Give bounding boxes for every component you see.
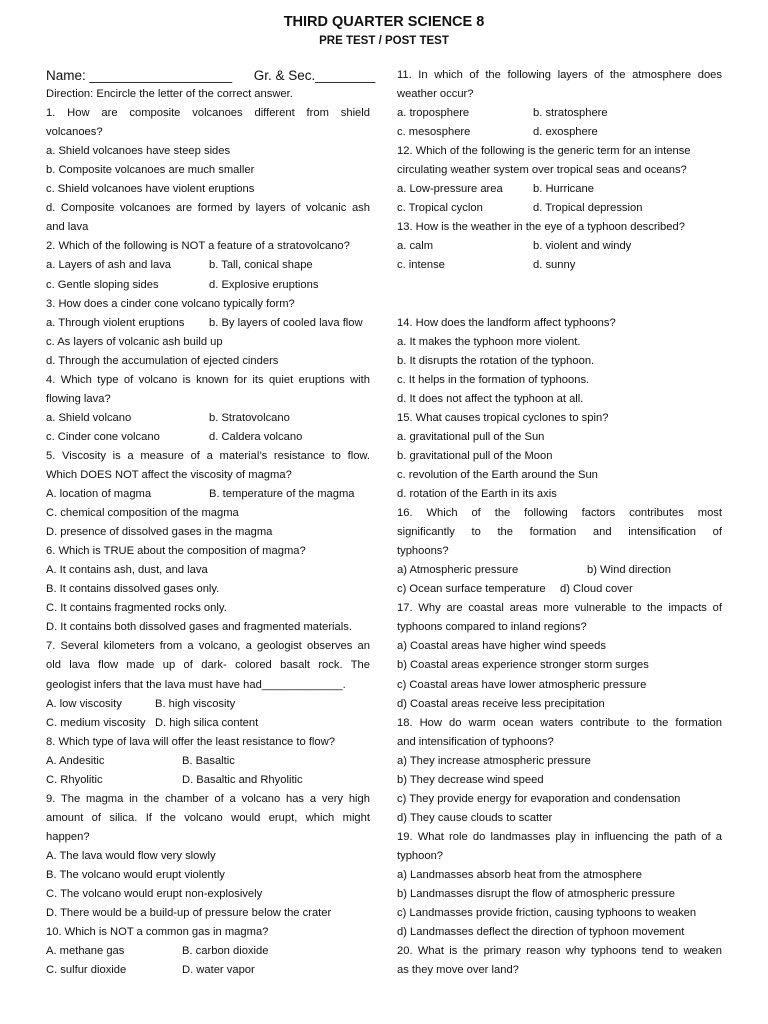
- direction-text: Direction: Encircle the letter of the correct answer.: [46, 88, 293, 101]
- option-row: [46, 409, 370, 428]
- answer-option[interactable]: D. It contains both dissolved gases and fragmented materials.: [46, 621, 352, 634]
- answer-option[interactable]: C. It contains fragmented rocks only.: [46, 602, 227, 615]
- answer-option[interactable]: d) Landmasses deflect the direction of typhoon movement: [397, 926, 685, 939]
- answer-option[interactable]: A. The lava would flow very slowly: [46, 849, 216, 862]
- answer-option[interactable]: d. Explosive eruptions: [209, 278, 319, 291]
- answer-option[interactable]: c. It helps in the formation of typhoons.: [397, 373, 590, 386]
- question-text: 3. How does a cinder cone volcano typically form?: [46, 297, 295, 310]
- question-text: 12. Which of the following is the generic term for an intense: [397, 145, 691, 158]
- answer-option[interactable]: d. exosphere: [533, 126, 598, 139]
- answer-option[interactable]: d. Caldera volcano: [209, 430, 303, 443]
- question-text: typhoons compared to inland regions?: [397, 621, 587, 634]
- answer-option[interactable]: b) Landmasses disrupt the flow of atmospheric pressure: [397, 888, 675, 901]
- question-text: 9. The magma in the chamber of a volcano has a very high: [46, 792, 370, 805]
- answer-option[interactable]: d. It does not affect the typhoon at all.: [397, 392, 584, 405]
- question-text: 19. What role do landmasses play in influencing the path of a: [397, 830, 722, 843]
- question-text: old lava flow made up of dark- colored basalt rock. The: [46, 659, 370, 672]
- option-row: [46, 771, 370, 790]
- answer-option[interactable]: d. Tropical depression: [533, 202, 643, 215]
- answer-option[interactable]: D. There would be a build-up of pressure below the crater: [46, 907, 332, 920]
- grade-section-field[interactable]: Gr. & Sec.________: [253, 68, 376, 83]
- option-row: [46, 942, 370, 961]
- answer-option[interactable]: d) Coastal areas receive less precipitation: [397, 697, 605, 710]
- answer-option[interactable]: b. Stratovolcano: [209, 411, 290, 424]
- answer-option[interactable]: d. Composite volcanoes are formed by layers of volcanic ash: [46, 202, 370, 215]
- answer-option[interactable]: a. Shield volcano: [46, 411, 132, 424]
- answer-option[interactable]: C. medium viscosity: [46, 716, 146, 729]
- answer-option[interactable]: d. rotation of the Earth in its axis: [397, 488, 557, 501]
- answer-option[interactable]: a) Coastal areas have higher wind speeds: [397, 640, 606, 653]
- answer-option[interactable]: c. Tropical cyclon: [397, 202, 483, 215]
- option-row: [46, 428, 370, 447]
- page-title: THIRD QUARTER SCIENCE 8: [283, 14, 485, 30]
- answer-option[interactable]: a. gravitational pull of the Sun: [397, 430, 545, 443]
- answer-option[interactable]: a. Through violent eruptions: [46, 316, 185, 329]
- answer-option[interactable]: d. Through the accumulation of ejected cinders: [46, 354, 279, 367]
- option-row: [46, 276, 370, 295]
- answer-option[interactable]: a. It makes the typhoon more violent.: [397, 335, 581, 348]
- question-text: and intensification of typhoons?: [397, 735, 554, 748]
- answer-option[interactable]: c) Ocean surface temperature: [397, 583, 546, 596]
- question-text: 1. How are composite volcanoes different from shield: [46, 107, 370, 120]
- question-text: geologist infers that the lava must have had_____________.: [46, 678, 346, 691]
- answer-option[interactable]: D. water vapor: [182, 964, 255, 977]
- question-text: 8. Which type of lava will offer the least resistance to flow?: [46, 735, 335, 748]
- question-text: typhoons?: [397, 545, 449, 558]
- question-text: as they move over land?: [397, 964, 519, 977]
- option-row: [397, 256, 722, 275]
- answer-option[interactable]: c) Coastal areas have lower atmospheric pressure: [397, 678, 647, 691]
- answer-option[interactable]: A. Andesitic: [46, 754, 105, 767]
- question-text: circulating weather system over tropical seas and oceans?: [397, 164, 687, 177]
- answer-option[interactable]: A. It contains ash, dust, and lava: [46, 564, 208, 577]
- answer-option[interactable]: b) They decrease wind speed: [397, 773, 544, 786]
- question-text: volcanoes?: [46, 126, 103, 139]
- right-column: [397, 66, 722, 980]
- answer-option[interactable]: b. gravitational pull of the Moon: [397, 449, 553, 462]
- question-text: 11. In which of the following layers of the atmosphere does: [397, 69, 722, 81]
- question-text: amount of silica. If the volcano would erupt, which might: [46, 811, 370, 824]
- left-column: [46, 66, 376, 980]
- question-text: typhoon?: [397, 849, 444, 862]
- answer-option[interactable]: b. It disrupts the rotation of the typhoon.: [397, 354, 595, 367]
- option-row: [46, 714, 370, 733]
- answer-option[interactable]: and lava: [46, 221, 89, 234]
- option-row: [46, 256, 370, 275]
- answer-option[interactable]: a. Low-pressure area: [397, 183, 503, 196]
- page-subtitle: PRE TEST / POST TEST: [319, 35, 449, 47]
- answer-option[interactable]: d. sunny: [533, 259, 576, 272]
- question-text: 6. Which is TRUE about the composition of magma?: [46, 545, 306, 558]
- question-text: significantly to the formation and intensification of: [397, 526, 722, 539]
- answer-option[interactable]: a. Shield volcanoes have steep sides: [46, 145, 231, 158]
- question-text: 4. Which type of volcano is known for its quiet eruptions with: [46, 373, 370, 386]
- answer-option[interactable]: B. carbon dioxide: [182, 945, 269, 958]
- option-row: [397, 199, 722, 218]
- question-text: 13. How is the weather in the eye of a typhoon described?: [397, 221, 685, 234]
- answer-option[interactable]: a. Layers of ash and lava: [46, 259, 172, 272]
- answer-option[interactable]: D. presence of dissolved gases in the magma: [46, 526, 273, 539]
- question-text: 10. Which is NOT a common gas in magma?: [46, 926, 269, 939]
- answer-option[interactable]: B. high viscosity: [155, 697, 236, 710]
- answer-option[interactable]: b. Tall, conical shape: [209, 259, 313, 272]
- answer-option[interactable]: D. Basaltic and Rhyolitic: [182, 773, 303, 786]
- question-text: 5. Viscosity is a measure of a material’s resistance to flow.: [46, 449, 370, 462]
- answer-option[interactable]: B. It contains dissolved gases only.: [46, 583, 220, 596]
- option-row: [46, 752, 370, 771]
- option-row: [397, 123, 722, 142]
- name-grade-line: [46, 66, 376, 85]
- answer-option[interactable]: B. Basaltic: [182, 754, 235, 767]
- question-text: Which DOES NOT affect the viscosity of magma?: [46, 468, 292, 481]
- question-text: 18. How do warm ocean waters contribute to the formation: [397, 716, 722, 729]
- answer-option[interactable]: a. calm: [397, 240, 434, 253]
- answer-option[interactable]: a. troposphere: [397, 107, 470, 120]
- answer-option[interactable]: C. sulfur dioxide: [46, 964, 127, 977]
- question-text: 14. How does the landform affect typhoons?: [397, 316, 616, 329]
- answer-option[interactable]: c. Cinder cone volcano: [46, 430, 160, 443]
- answer-option[interactable]: A. location of magma: [46, 488, 152, 501]
- answer-option[interactable]: d) They cause clouds to scatter: [397, 811, 553, 824]
- option-row: [46, 314, 370, 333]
- answer-option[interactable]: c. Gentle sloping sides: [46, 278, 159, 291]
- answer-option[interactable]: c. mesosphere: [397, 126, 471, 139]
- option-row: [397, 237, 722, 256]
- question-text: 7. Several kilometers from a volcano, a geologist observes an: [46, 640, 370, 653]
- question-text: weather occur?: [397, 88, 474, 101]
- option-row: [46, 695, 370, 714]
- question-text: 15. What causes tropical cyclones to spin?: [397, 411, 609, 424]
- option-row: [397, 180, 722, 199]
- answer-option[interactable]: c. Shield volcanoes have violent eruptions: [46, 183, 255, 196]
- answer-option[interactable]: A. low viscosity: [46, 697, 122, 710]
- answer-option[interactable]: b. stratosphere: [533, 107, 608, 120]
- blank-gap: [397, 295, 722, 314]
- answer-option[interactable]: C. Rhyolitic: [46, 773, 103, 786]
- answer-option[interactable]: a) Atmospheric pressure: [397, 564, 519, 577]
- answer-option[interactable]: c. intense: [397, 259, 445, 272]
- question-text: 16. Which of the following factors contributes most: [397, 507, 722, 520]
- answer-option[interactable]: B. The volcano would erupt violently: [46, 868, 225, 881]
- answer-option[interactable]: b. Composite volcanoes are much smaller: [46, 164, 255, 177]
- answer-option[interactable]: C. chemical composition of the magma: [46, 507, 239, 520]
- answer-option[interactable]: b. By layers of cooled lava flow: [209, 316, 363, 329]
- blank-gap: [397, 276, 722, 295]
- answer-option[interactable]: c. revolution of the Earth around the Sun: [397, 468, 598, 481]
- option-row: [46, 961, 370, 980]
- answer-option[interactable]: c) Landmasses provide friction, causing typhoons to weaken: [397, 907, 697, 920]
- question-text: 20. What is the primary reason why typhoons tend to weaken: [397, 945, 722, 958]
- answer-option[interactable]: c. As layers of volcanic ash build up: [46, 335, 223, 348]
- question-text: happen?: [46, 830, 90, 843]
- option-row: [397, 104, 722, 123]
- answer-option[interactable]: b) Coastal areas experience stronger storm surges: [397, 659, 649, 672]
- option-row: [397, 580, 722, 599]
- question-text: 2. Which of the following is NOT a feature of a stratovolcano?: [46, 240, 350, 253]
- answer-option[interactable]: C. The volcano would erupt non-explosively: [46, 888, 263, 901]
- answer-option[interactable]: B. temperature of the magma: [209, 488, 355, 501]
- name-field[interactable]: Name: ___________________: [46, 68, 233, 83]
- answer-option[interactable]: A. methane gas: [46, 945, 125, 958]
- answer-option[interactable]: b. Hurricane: [533, 183, 594, 196]
- question-text: 17. Why are coastal areas more vulnerable to the impacts of: [397, 602, 722, 615]
- answer-option[interactable]: b) Wind direction: [587, 564, 671, 577]
- question-text: flowing lava?: [46, 392, 111, 405]
- option-row: [46, 485, 370, 504]
- answer-option[interactable]: a) Landmasses absorb heat from the atmosphere: [397, 868, 643, 881]
- answer-option[interactable]: d) Cloud cover: [560, 583, 633, 596]
- answer-option[interactable]: D. high silica content: [155, 716, 259, 729]
- answer-option[interactable]: b. violent and windy: [533, 240, 632, 253]
- option-row: [397, 561, 722, 580]
- answer-option[interactable]: c) They provide energy for evaporation and condensation: [397, 792, 681, 805]
- answer-option[interactable]: a) They increase atmospheric pressure: [397, 754, 591, 767]
